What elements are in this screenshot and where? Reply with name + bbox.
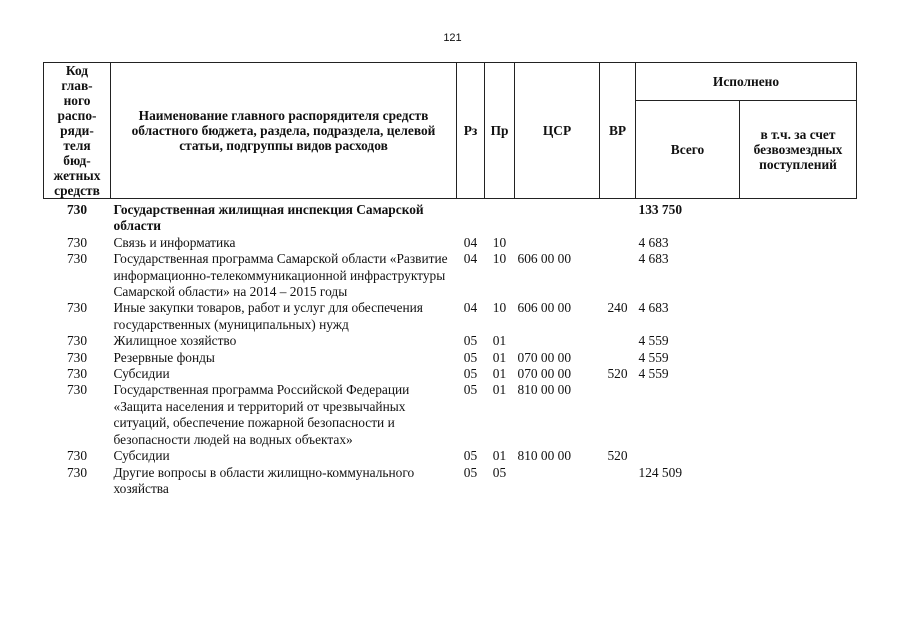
row-total: 4 559 (638, 349, 669, 365)
header-pr: Пр (485, 63, 515, 199)
row-csr (515, 465, 600, 498)
row-pr: 01 (492, 448, 507, 464)
row-name: Резервные фонды (113, 349, 215, 365)
row-csr: 810 00 00 (517, 448, 572, 464)
header-name: Наименование главного распорядителя средств областного бюджета, раздела, подраздела, целевой статьи, подгруппы видов расходов (111, 63, 457, 199)
row-rz: 05 (463, 448, 478, 464)
row-csr (515, 235, 600, 251)
row-csr: 606 00 00 (517, 251, 572, 267)
page-number: 121 (443, 32, 462, 44)
row-code: 730 (66, 202, 88, 217)
row-name: Государственная программа Самарской области «Развитие информационно-телекоммуникационной инфраструктуры Самарской области» на 2014 – 2015 годы (113, 251, 448, 300)
row-total (636, 382, 740, 448)
header-rz: Рз (457, 63, 485, 199)
row-name: Иные закупки товаров, работ и услуг для обеспечения государственных (муниципальных) нужд (113, 300, 423, 332)
row-name: Жилищное хозяйство (113, 333, 237, 349)
row-vr (600, 199, 636, 235)
row-name: Субсидии (113, 366, 170, 382)
header-csr: ЦСР (515, 63, 600, 199)
row-total: 4 683 (638, 234, 669, 250)
row-pr: 01 (492, 366, 507, 382)
header-vr: ВР (600, 63, 636, 199)
row-gratuitous (740, 235, 857, 251)
row-name: Другие вопросы в области жилищно-коммунального хозяйства (113, 464, 415, 496)
row-rz: 04 (463, 234, 478, 250)
row-code: 730 (66, 251, 88, 267)
table-row (44, 382, 857, 448)
row-vr (600, 465, 636, 498)
header-executed: Исполнено (636, 63, 857, 101)
row-pr: 01 (492, 382, 507, 398)
row-gratuitous (740, 350, 857, 366)
table-row (44, 465, 857, 498)
row-gratuitous (740, 333, 857, 349)
table-row (44, 333, 857, 349)
row-name: Государственная программа Российской Федерации «Защита населения и территорий от чрезвычайных ситуаций, обеспечение пожарной безопасности и безопасности людей на водных объектах» (113, 382, 410, 447)
row-pr: 10 (492, 234, 507, 250)
row-pr: 10 (492, 251, 507, 267)
row-rz: 04 (463, 251, 478, 267)
row-vr: 520 (607, 366, 628, 382)
row-gratuitous (740, 251, 857, 300)
row-total: 4 683 (638, 300, 669, 316)
row-gratuitous (740, 366, 857, 382)
row-code: 730 (66, 349, 88, 365)
header-total: Всего (636, 100, 740, 198)
row-vr (600, 350, 636, 366)
row-vr (600, 333, 636, 349)
row-name: Связь и информатика (113, 234, 236, 250)
table-row (44, 350, 857, 366)
row-vr: 520 (607, 448, 628, 464)
row-rz: 05 (463, 349, 478, 365)
row-total: 4 559 (638, 366, 669, 382)
table-row (44, 251, 857, 300)
row-gratuitous (740, 465, 857, 498)
row-code: 730 (66, 366, 88, 382)
row-rz (457, 199, 485, 235)
header-gratuitous: в т.ч. за счет безвозмездных поступлений (740, 100, 857, 198)
row-total (636, 448, 740, 464)
row-name: Субсидии (113, 448, 170, 464)
row-pr: 10 (492, 300, 507, 316)
row-code: 730 (66, 234, 88, 250)
table-row (44, 300, 857, 333)
table-row (44, 366, 857, 382)
table-row (44, 448, 857, 464)
row-total: 4 559 (638, 333, 669, 349)
row-vr (600, 235, 636, 251)
table-row (44, 235, 857, 251)
row-rz: 05 (463, 464, 478, 480)
budget-table (43, 62, 857, 497)
row-csr: 070 00 00 (517, 366, 572, 382)
row-vr: 240 (607, 300, 628, 316)
table-row (44, 199, 857, 235)
row-name: Государственная жилищная инспекция Самарской области (113, 202, 424, 234)
row-csr: 070 00 00 (517, 349, 572, 365)
row-total: 4 683 (638, 251, 669, 267)
row-gratuitous (740, 199, 857, 235)
table-header (44, 63, 857, 199)
header-code: Код глав- ного распо- ряди- теля бюд- жетных средств (44, 63, 111, 199)
table-body (44, 199, 857, 498)
row-csr: 606 00 00 (517, 300, 572, 316)
row-csr: 810 00 00 (517, 382, 572, 398)
row-gratuitous (740, 448, 857, 464)
row-gratuitous (740, 300, 857, 333)
row-code: 730 (66, 300, 88, 316)
row-pr: 05 (492, 464, 507, 480)
row-csr (515, 333, 600, 349)
row-total: 133 750 (638, 202, 683, 217)
row-rz: 05 (463, 333, 478, 349)
row-code: 730 (66, 382, 88, 398)
row-pr: 01 (492, 333, 507, 349)
row-gratuitous (740, 382, 857, 448)
row-csr (515, 199, 600, 235)
row-pr (485, 199, 515, 235)
row-code: 730 (66, 464, 88, 480)
row-vr (600, 382, 636, 448)
row-total: 124 509 (638, 464, 683, 480)
row-rz: 05 (463, 382, 478, 398)
row-pr: 01 (492, 349, 507, 365)
row-code: 730 (66, 333, 88, 349)
row-rz: 05 (463, 366, 478, 382)
row-vr (600, 251, 636, 300)
row-code: 730 (66, 448, 88, 464)
row-rz: 04 (463, 300, 478, 316)
